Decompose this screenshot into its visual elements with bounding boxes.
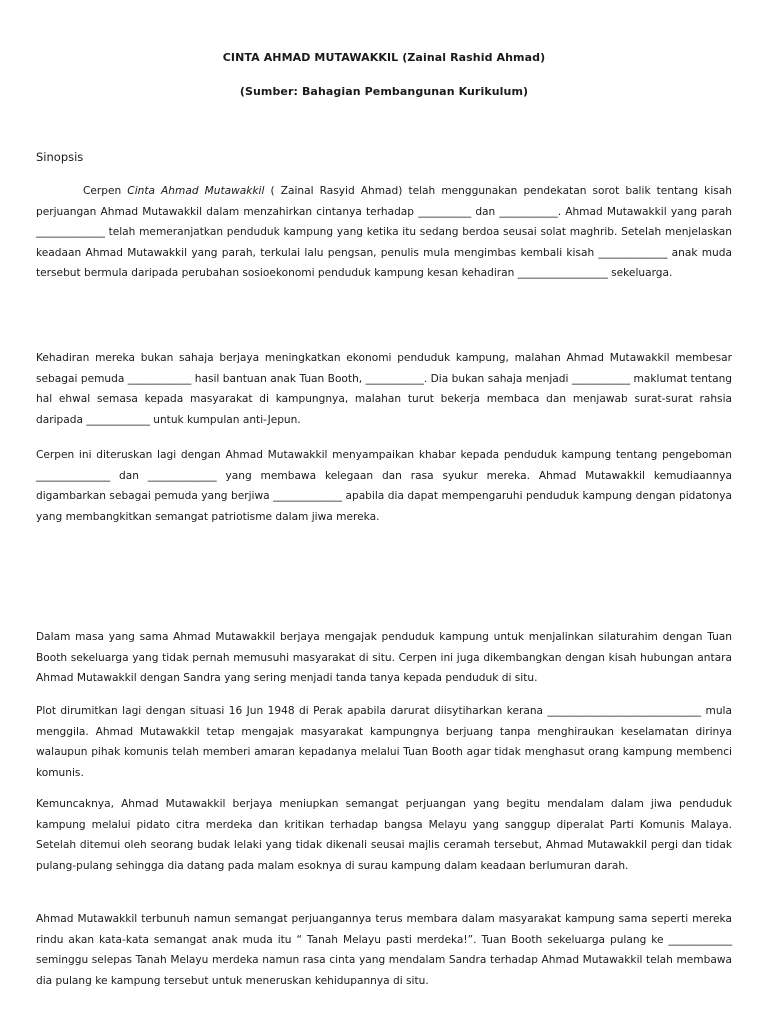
p1-text: Cerpen <box>83 185 128 197</box>
document-title: CINTA AHMAD MUTAWAKKIL (Zainal Rashid Ahmad) <box>222 51 546 64</box>
p1-text: anak muda tersebut bermula daripada perubahan sosioekonomi penduduk kampung kesan kehadiran <box>36 246 732 280</box>
p2-text: hasil bantuan anak Tuan Booth, <box>191 372 366 385</box>
p2-text: Kehadiran mereka bukan sahaja berjaya meningkatkan ekonomi penduduk kampung, malahan Ahmad Mutawakkil membesar sebagai pemuda <box>36 352 732 385</box>
paragraph-4: Dalam masa yang sama Ahmad Mutawakkil berjaya mengajak penduduk kampung untuk menjalinkan silaturahim dengan Tuan Booth sekeluarga yang tidak pernah memusuhi masyarakat di situ. Cerpen ini juga dikembangkan dengan kisah hubungan antara Ahmad Mutawakkil dengan Sandra yang sering menjadi tanda tanya kepada penduduk di situ. <box>36 631 732 685</box>
fill-blank[interactable]: ____________ <box>86 413 150 426</box>
p1-text: ( Zainal Rasyid Ahmad) telah menggunakan pendekatan sorot balik tentang kisah perjuangan Ahmad Mutawakkil dalam menzahirkan cintanya terhadap <box>36 185 732 218</box>
p3-text: apabila dia dapat mempengaruhi penduduk kampung dengan pidatonya yang membangkitkan semangat patriotisme dalam jiwa mereka. <box>36 490 732 523</box>
fill-blank[interactable]: _____________ <box>36 226 105 239</box>
fill-blank[interactable]: _________________ <box>517 267 608 280</box>
paragraph-3 <box>36 445 732 527</box>
paragraph-2 <box>36 348 732 430</box>
section-heading-sinopsis: Sinopsis <box>36 150 84 164</box>
fill-blank[interactable]: ____________ <box>127 372 192 385</box>
fill-blank[interactable]: ______________ <box>36 469 111 482</box>
p1-text: dan <box>471 205 500 218</box>
paragraph-7 <box>36 909 732 991</box>
p2-text: . Dia bukan sahaja menjadi <box>423 372 572 385</box>
p5-text: Plot dirumitkan lagi dengan situasi 16 Jun 1948 di Perak apabila darurat diisytiharkan kerana <box>36 705 548 717</box>
p3-text: dan <box>110 469 148 482</box>
fill-blank[interactable]: _____________________________ <box>547 705 702 717</box>
paragraph-6: Kemuncaknya, Ahmad Mutawakkil berjaya meniupkan semangat perjuangan yang begitu mendalam dalam jiwa penduduk kampung melalui pidato citra merdeka dan kritikan terhadap bangsa Melayu yang sanggup diperalat Parti Komunis Malaya. Setelah ditemui oleh seorang budak lelaki yang tidak dikenali seusai majlis ceramah tersebut, Ahmad Mutawakkil pergi dan tidak pulang-pulang sehingga dia datang pada malam esoknya di surau kampung dalam keadaan berlumuran darah. <box>36 798 732 872</box>
p2-text: untuk kumpulan anti-Jepun. <box>149 413 301 426</box>
fill-blank[interactable]: ___________ <box>365 372 424 385</box>
fill-blank[interactable]: _____________ <box>147 469 217 482</box>
fill-blank[interactable]: ___________ <box>571 372 631 385</box>
story-title-italic: Cinta Ahmad Mutawakkil <box>127 185 265 197</box>
paragraph-5 <box>36 701 732 783</box>
fill-blank[interactable]: ___________ <box>499 205 558 218</box>
p5-text: mula menggila. Ahmad Mutawakkil tetap mengajak masyarakat kampungnya berjuang tanpa menghiraukan keselamatan dirinya walaupun pihak komunis telah memberi amaran kepadanya melalui Tuan Booth agar tidak menghasut orang kampung membenci komunis. <box>36 705 732 779</box>
p7-text: Ahmad Mutawakkil terbunuh namun semangat perjuangannya terus membara dalam masyarakat kampung sama seperti mereka rindu akan kata-kata semangat anak muda itu “ Tanah Melayu pasti merdeka!”. Tuan Booth sekeluarga pulang ke <box>36 913 732 946</box>
fill-blank[interactable]: ____________ <box>668 933 732 946</box>
p3-text: yang membawa kelegaan dan rasa syukur mereka. Ahmad Mutawakkil kemudiaannya digambarkan sebagai pemuda yang berjiwa <box>36 469 732 503</box>
p1-text: sekeluarga. <box>607 267 673 280</box>
paragraph-1 <box>36 181 732 284</box>
p3-text: Cerpen ini diteruskan lagi dengan Ahmad Mutawakkil menyampaikan khabar kepada penduduk kampung tentang pengeboman <box>36 449 732 461</box>
p7-text: seminggu selepas Tanah Melayu merdeka namun rasa cinta yang mendalam Sandra terhadap Ahmad Mutawakkil telah membawa dia pulang ke kampung tersebut untuk meneruskan kehidupannya di situ. <box>36 954 732 987</box>
document-source: (Sumber: Bahagian Pembangunan Kurikulum) <box>239 85 529 98</box>
p1-text: telah memeranjatkan penduduk kampung yang ketika itu sedang berdoa seusai solat maghrib. Setelah menjelaskan keadaan Ahmad Mutawakkil yang parah, terkulai lalu pengsan, penulis mula mengimbas kembali kisah <box>36 226 732 259</box>
fill-blank[interactable]: _____________ <box>273 490 342 503</box>
fill-blank[interactable]: __________ <box>418 205 472 218</box>
p2-text: maklumat tentang hal ehwal semasa kepada masyarakat di kampungnya, malahan turut bekerja membaca dan menjawab surat-surat rahsia daripada <box>36 372 733 426</box>
p1-text: . Ahmad Mutawakkil yang parah <box>557 205 732 218</box>
fill-blank[interactable]: _____________ <box>598 246 668 259</box>
